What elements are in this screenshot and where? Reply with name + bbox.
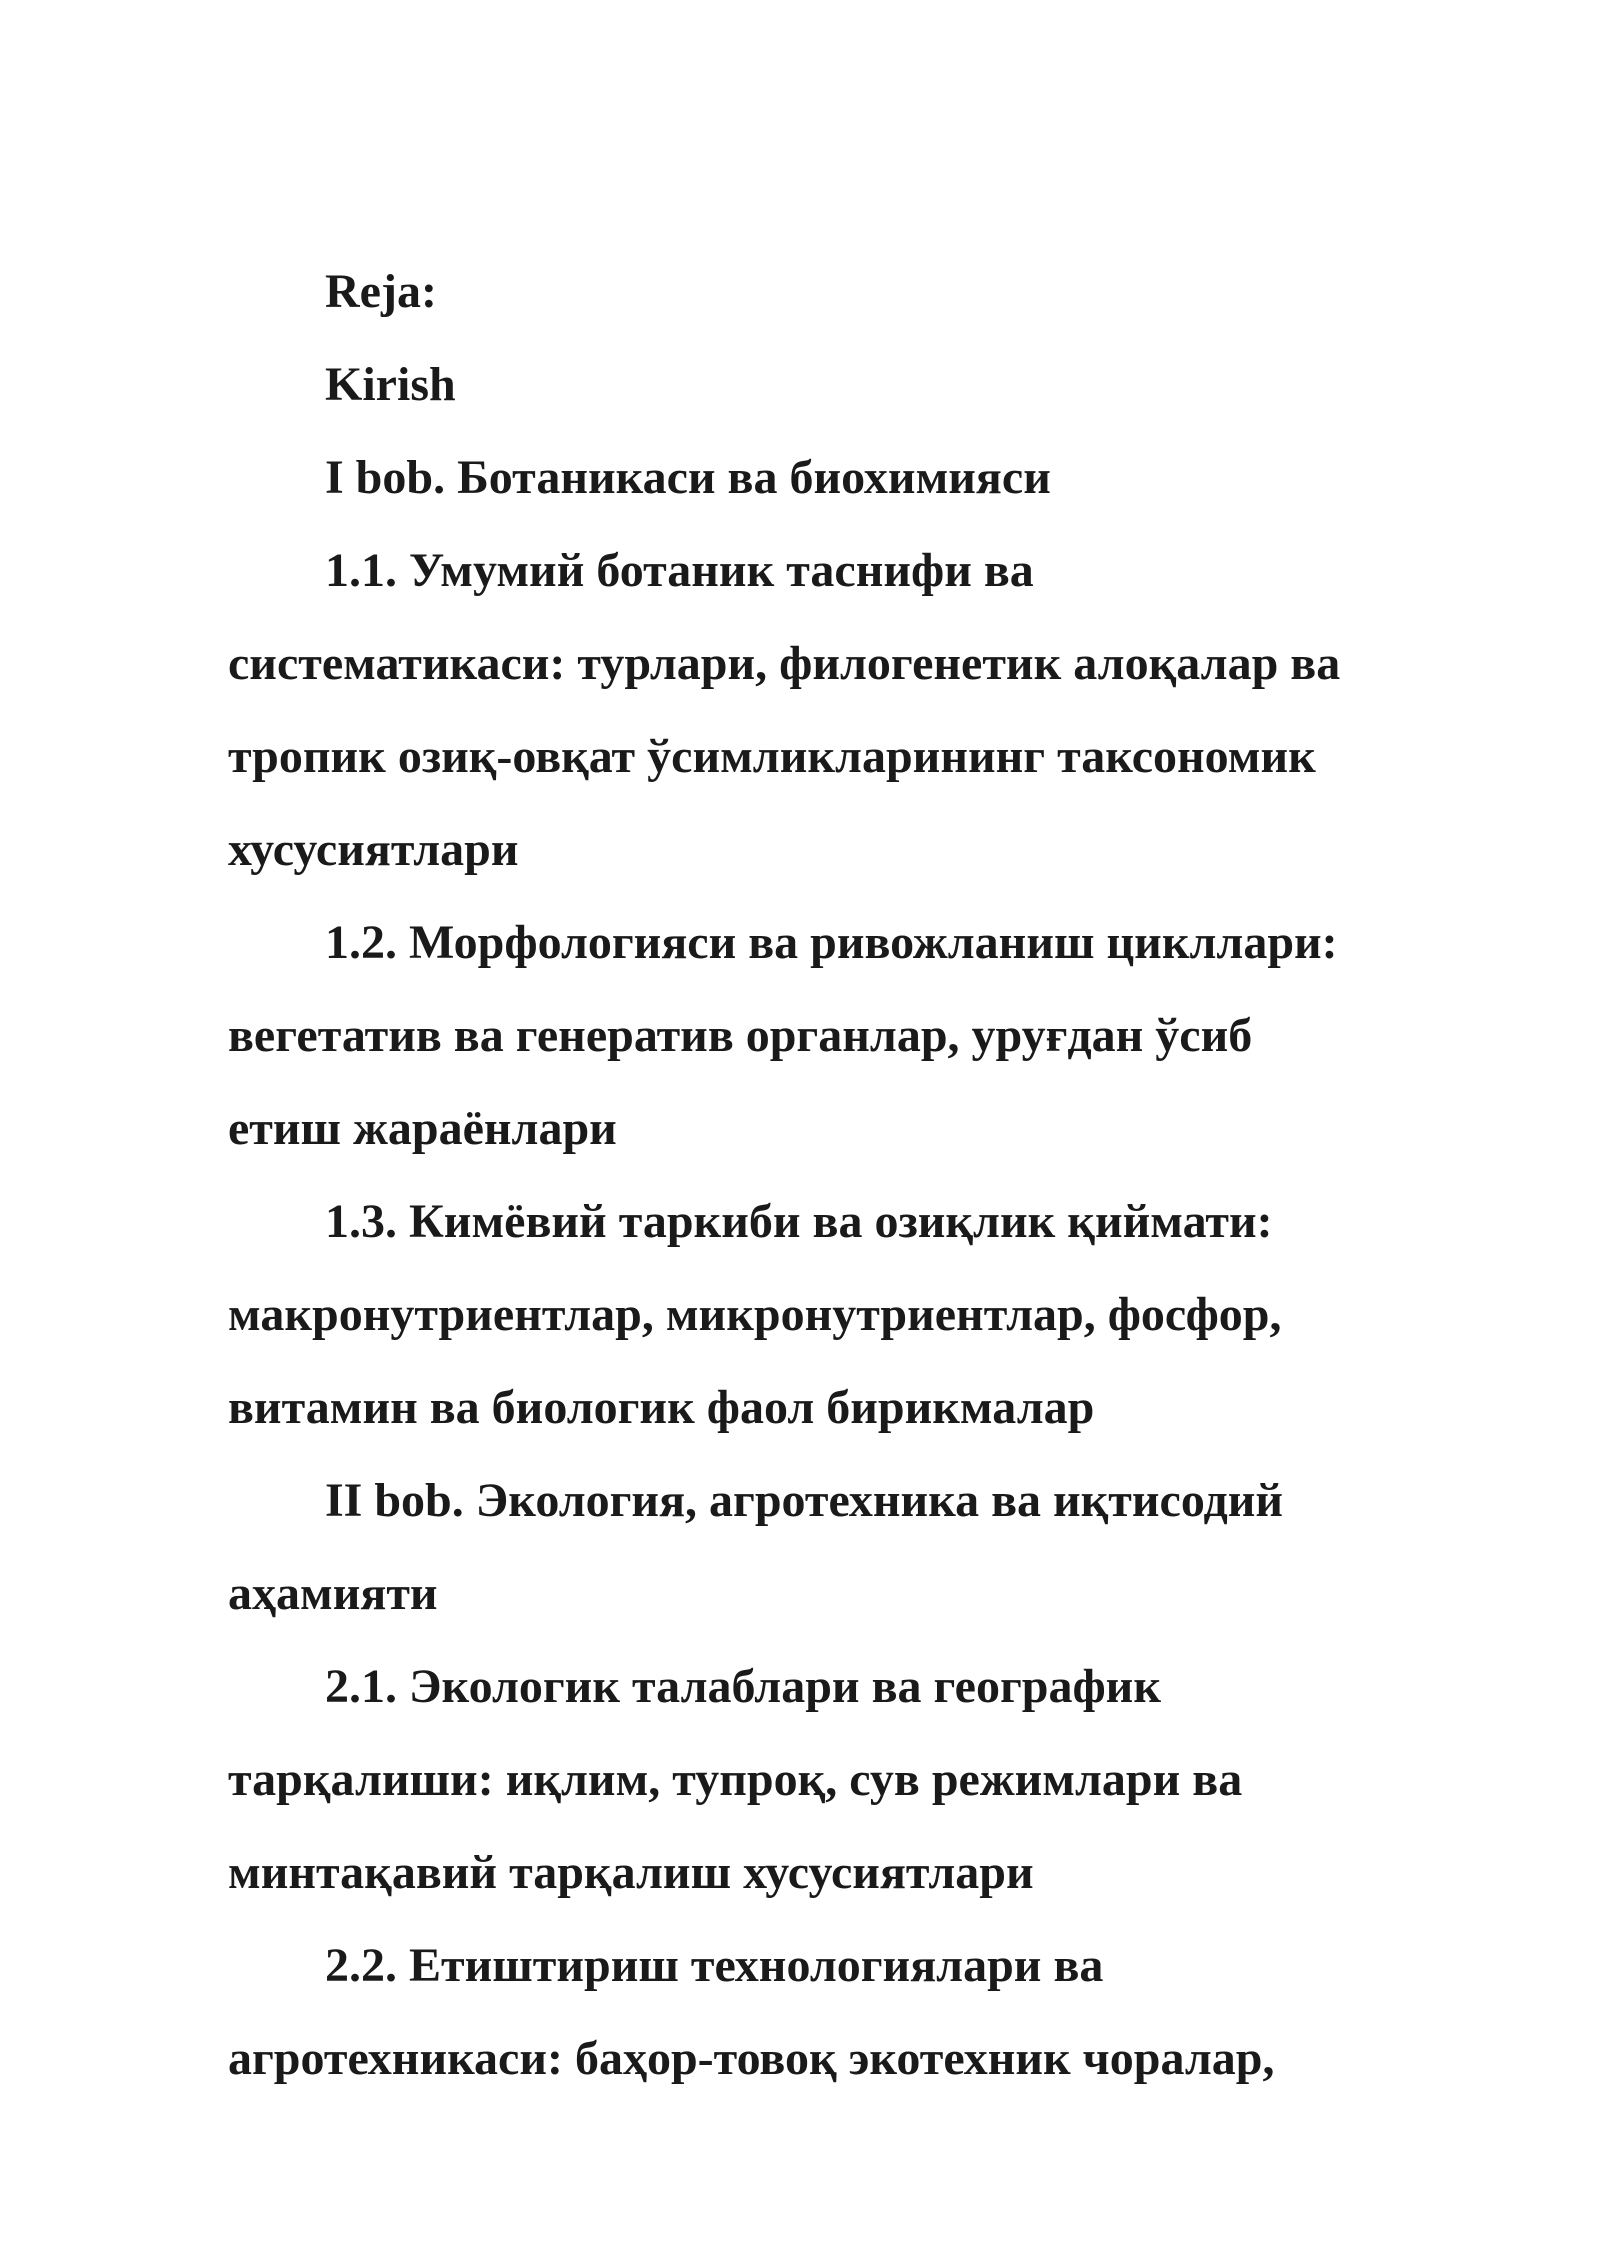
toc-section-1-1-cont: тропик озиқ-овқат ўсимликларининг таксономик [228,730,1316,783]
toc-section-1-2-cont: етиш жараёнлари [228,1102,617,1155]
plan-heading: Reja: [325,265,437,318]
toc-section-2-1: 2.1. Экологик талаблари ва географик [325,1660,1161,1713]
toc-section-2-2-cont: агротехникаси: баҳор-товоқ экотехник чоралар, [228,2032,1275,2085]
toc-section-1-3: 1.3. Кимёвий таркиби ва озиқлик қиймати: [325,1195,1273,1248]
toc-section-1-1-cont: систематикаси: турлари, филогенетик алоқалар ва [228,637,1341,690]
toc-chapter-2-cont: аҳамияти [228,1567,438,1620]
toc-section-1-3-cont: макронутриентлар, микронутриентлар, фосфор, [228,1288,1282,1341]
toc-section-1-2-cont: вегетатив ва генератив органлар, уруғдан ўсиб [228,1009,1253,1062]
toc-section-2-2: 2.2. Етиштириш технологиялари ва [325,1939,1104,1992]
toc-section-1-1-cont: хусусиятлари [228,823,519,876]
toc-section-2-1-cont: тарқалиши: иқлим, тупроқ, сув режимлари ва [228,1753,1243,1806]
plan-text [228,245,1488,2105]
toc-section-1-1: 1.1. Умумий ботаник таснифи ва [325,544,1034,597]
toc-chapter-1: I bob. Ботаникаси ва биохимияси [325,451,1051,504]
toc-section-1-3-cont: витамин ва биологик фаол бирикмалар [228,1381,1095,1434]
toc-chapter-2: II bob. Экология, агротехника ва иқтисодий [325,1474,1284,1527]
toc-section-1-2: 1.2. Морфологияси ва ривожланиш цикллари: [325,916,1338,969]
toc-section-2-1-cont: минтақавий тарқалиш хусусиятлари [228,1846,1034,1899]
toc-introduction: Kirish [325,358,456,411]
